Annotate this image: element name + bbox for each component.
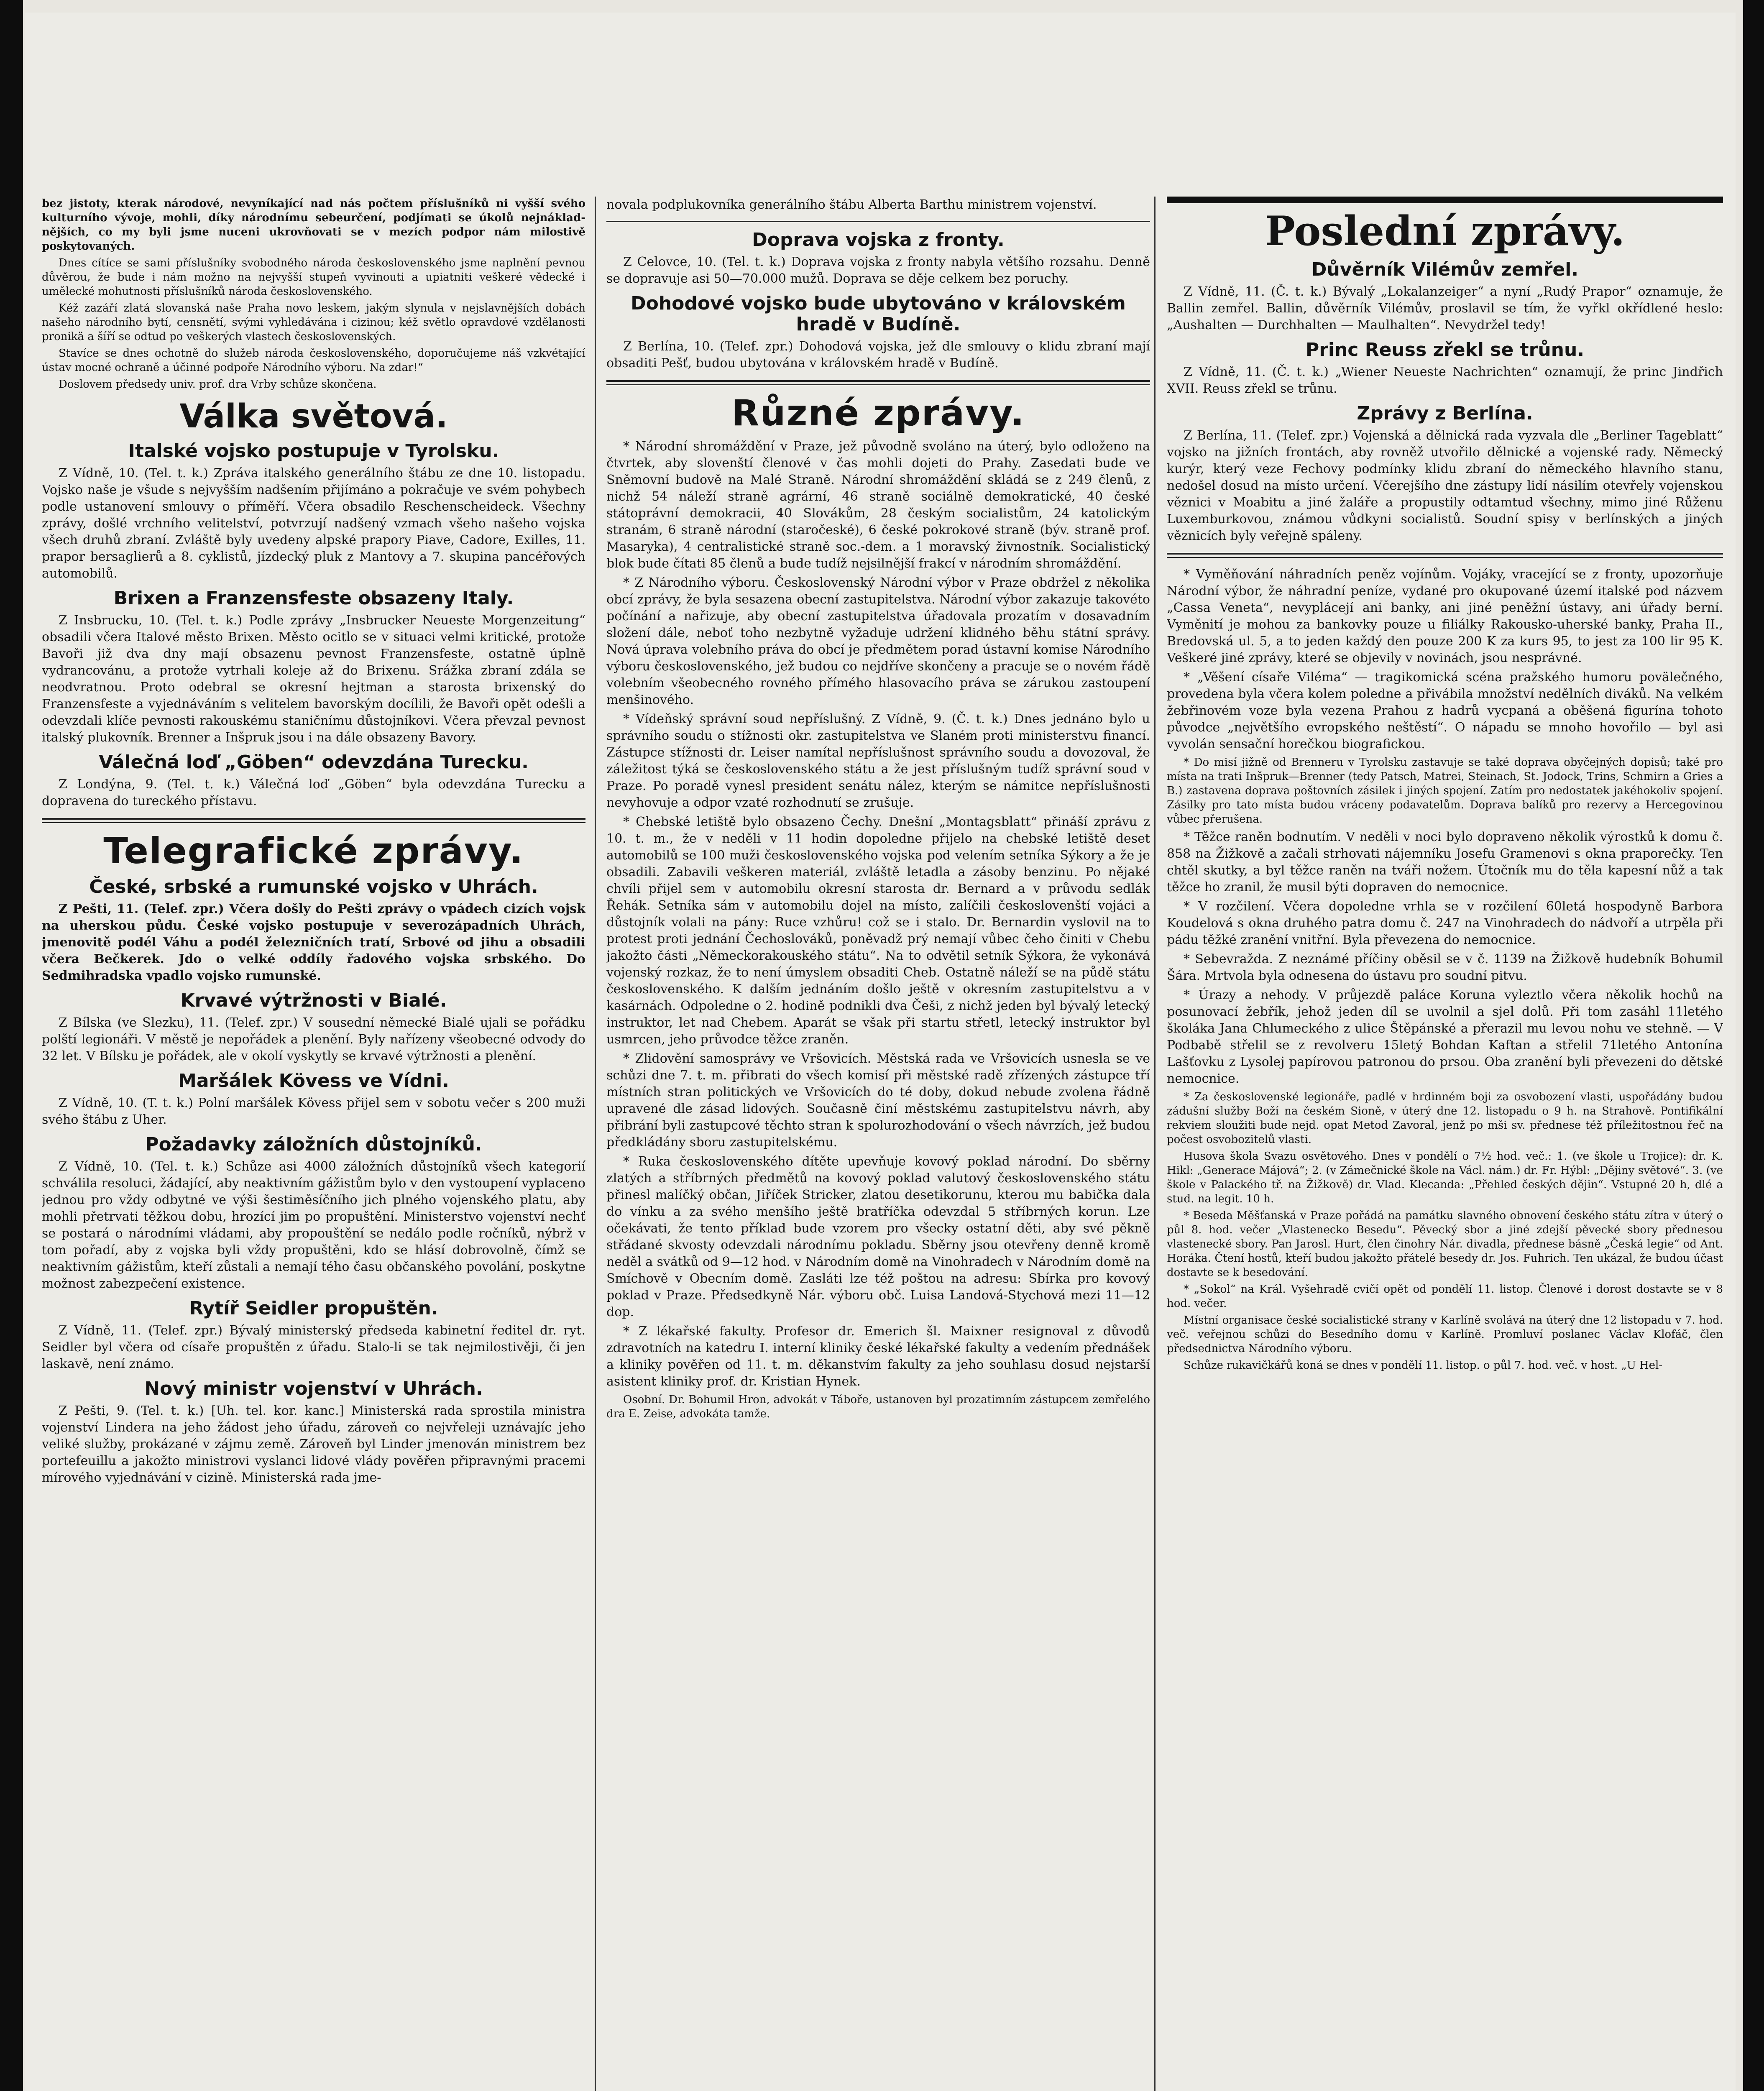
article-paragraph: Z Berlína, 11. (Telef. zpr.) Vojenská a dělnická rada vyzvala dle „Berliner Tageblatt“ vojsko na jižních frontách, aby rovněž utvořilo dělnické a vojenské rady. Německý kurýr, který veze Fechovy podmínky klidu zbraní do německého hlavního stanu, nedošel dosud na místo určení. Včerejšího dne zástupy lidí násilím otevřely vojenskou věznici v Moabitu a jiné žaláře a propustily odtamtud všechny, mimo jiné Růženu Luxemburkovou, známou vůdkyni socialistů. Soudní spisy v berlínských a jiných věznicích byly veřejně spáleny.: [1167, 428, 1723, 543]
section-heading-valka: Válka světová.: [179, 398, 448, 435]
headline: Zprávy z Berlína.: [1357, 402, 1533, 424]
article-paragraph: Z Vídně, 11. (Č. t. k.) „Wiener Neueste Nachrichten“ oznamují, že princ Jindřich XVII. Reuss zřekl se trůnu.: [1167, 364, 1723, 396]
headline: Brixen a Franzensfeste obsazeny Italy.: [113, 587, 514, 609]
article-paragraph: * Za československé legionáře, padlé v hrdinném boji za osvobození vlasti, uspořádány budou zádušní služby Boží na českém Sioně, v úterý dne 12. listopadu o 9 h. na Strahově. Pontifikální rekviem sloužiti bude nejd. opat Metod Zavoral, jenž po mši sv. přednese též příležitostnou řeč na počest osvobozitelů vlasti.: [1167, 1090, 1723, 1146]
headline: Důvěrník Vilémův zemřel.: [1311, 258, 1579, 280]
page-edge-left: [0, 0, 23, 2091]
article-paragraph: * Vyměňování náhradních peněz vojínům. Vojáky, vracející se z fronty, upozorňuje Národní výbor, že náhradní peníze, vydané pro okupované území italské pod názvem „Cassa Veneta“, nevyplácejí ani banky, ani jiné peněžní ústavy, ani úřady berní. Vyměnití je mohou za bankovky pouze u filiálky Rakousko-uherské banky, Praha II., Bredovská ul. 5, a to jeden každý den pouze 200 K za kurs 95, to jest za 100 lir 95 K. Veškeré jiné zprávy, které se objevily v novinách, jsou nesprávné.: [1167, 567, 1723, 665]
page-edge-right: [1743, 0, 1764, 2091]
article-paragraph: Z Vídně, 11. (Č. t. k.) Bývalý „Lokalanzeiger“ a nyní „Rudý Prapor“ oznamuje, že Ballin zemřel. Ballin, důvěrník Vilémův, proslavil se tím, že vyřkl okřídlené heslo: „Aushalten — Durchhalten — Maulhalten“. Nevydržel tedy!: [1167, 284, 1723, 332]
article-paragraph: * „Sokol“ na Král. Vyšehradě cvičí opět od pondělí 11. listop. Členové i dorost dostavte se v 8 hod. večer.: [1167, 1283, 1723, 1310]
section-heading-ruzne: Různé zprávy.: [731, 392, 1025, 434]
article-paragraph: * Vídeňský správní soud nepříslušný. Z Vídně, 9. (Č. t. k.) Dnes jednáno bylo u správního soudu o stížnosti okr. zastupitelstva ve Slaném proti ministerstvu financí. Zástupce stížnosti dr. Leiser namítal nepříslušnost správního soudu a dovozoval, že záležitost týká se československého státu a že jest příslušným tudíž správní soud v Praze. Po poradě vynesl president senátu nález, kterým se námitce nepříslušnosti nevyhovuje a odpor vzaté rozhodnutí se zrušuje.: [606, 711, 1150, 810]
headline: Požadavky záložních důstojníků.: [145, 1134, 482, 1155]
headline: Nový ministr vojenství v Uhrách.: [144, 1378, 483, 1400]
section-heading-posledni: Poslední zprávy.: [1265, 207, 1625, 255]
article-paragraph: Dnes cítíce se sami příslušníky svobodného národa československého jsme naplnění pevnou důvěrou, že bude i nám možno na nejvyšší stupeň vyvinouti a upiatniti veškeré vědecké i umělecké mohutnosti příslušníků národa československého.: [42, 257, 585, 298]
headline: Rytíř Seidler propuštěn.: [189, 1298, 438, 1319]
column-rule: [1154, 197, 1156, 2091]
column-2: [606, 197, 1150, 2091]
article-paragraph: * Úrazy a nehody. V průjezdě paláce Koruna vyleztlo včera několik hochů na posunovací žebřík, jehož jeden díl se uvolnil a sjel dolů. Při tom zasáhl 11letého školáka Jana Chlumeckého z ulice Štěpánské a přerazil mu levou nohu ve stehně. — V Podbabě střelil se z revolveru 15letý Bohdan Kaftan a střelil 71letého Antonína Lašťovku z Lysolej papírovou patronou do prsou. Oba zranění byli převezeni do dětské nemocnice.: [1167, 987, 1723, 1086]
article-paragraph: * Do misí jižně od Brenneru v Tyrolsku zastavuje se také doprava obyčejných dopisů; také pro místa na trati Inšpruk—Brenner (tedy Patsch, Matrei, Steinach, St. Jodock, Trins, Schmirn a Gries a B.) zastavena doprava poštovních zásilek i jiných spojení. Zatím pro nedostatek jakéhokoliv spojení. Zásilky pro tato místa budou vráceny podavatelům. Doprava balíků pro rezervy a Hercegovinou vůbec přerušena.: [1167, 756, 1723, 826]
article-paragraph: Z Londýna, 9. (Tel. t. k.) Válečná loď „Göben“ byla odevzdána Turecku a dopravena do tureckého přístavu.: [42, 777, 585, 808]
article-paragraph: Z Pešti, 9. (Tel. t. k.) [Uh. tel. kor. kanc.] Ministerská rada sprostila ministra vojenství Lindera na jeho žádost jeho úřadu, zároveň co nejvřeleji uznávajíc jeho veliké služby, prokázané v zájmu země. Zároveň byl Linder jmenován ministrem bez portefeuillu a jakožto ministrovi vyslanci lidové vlády pověřen připravnými pracemi mírového vyjednávání v cizině. Ministerská rada jme-: [42, 1403, 585, 1485]
article-paragraph: * Beseda Měšťanská v Praze pořádá na památku slavného obnovení českého státu zítra v úterý o půl 8. hod. večer „Vlastenecko Besedu“. Pěvecký sbor a jiné zdejší pěvecké sbory přednesou vlastenecké sbory. Pan Jarosl. Hurt, člen činohry Nár. divadla, přednese básně „Česká legie“ od Ant. Horáka. Čtení hostů, kteří budou jakožto přátelé besedy dr. Jos. Fuhrich. Ten ukázal, že budou účast dostavte se k besedování.: [1167, 1209, 1723, 1279]
article-paragraph: * „Věšení císaře Viléma“ — tragikomická scéna pražského humoru povälečného, provedena byla včera kolem poledne a přivábila množství nedělních diváků. Na velkém žebřinovém voze byla vezena Prahou z hadrů vycpaná a oběšená figurína tohoto původce „největšího evropského neštěstí“. O nápadu se mnoho hovořilo — byl asi vyvolán sensační horečkou biografickou.: [1167, 670, 1723, 752]
article-paragraph: Z Berlína, 10. (Telef. zpr.) Dohodová vojska, jež dle smlouvy o klidu zbraní mají obsaditi Pešť, budou ubytována v královském hradě v Budíně.: [606, 339, 1150, 371]
article-paragraph: Z Vídně, 11. (Telef. zpr.) Bývalý ministerský předseda kabinetní ředitel dr. ryt. Seidler byl včera od císaře propuštěn z úřadu. Stalo-li se tak nejmilostivěji, či jen laskavě, není známo.: [42, 1323, 585, 1372]
article-paragraph: Z Vídně, 10. (Tel. t. k.) Zpráva italského generálního štábu ze dne 10. listopadu. Vojsko naše je všude s nejvyšším nadšením přijímáno a pokračuje ve svém pohybech podle ustanovení smlouvy o příměří. Včera obsadilo Reschenscheideck. Všechny zprávy, došlé vrchního velitelství, potvrzují nadšený vzmach všeho našeho vojska všech druhů zbraní. Zvláště byly uvedeny alpské prapory Piave, Cadore, Exilles, 11. prapor bersaglierů a 8. cyklistů, jízdecký pluk z Mantovy a 7. skupina pancéřových automobilů.: [42, 465, 585, 581]
article-paragraph: * Z Národního výboru. Československý Národní výbor v Praze obdržel z několika obcí zprávy, že byla sesazena obecní zastupitelstva. Národní výbor zakazuje takovéto počínání a nařizuje, aby obecní zastupitelstva úřadovala prozatím v dosavadním složení dále, neboť toho nezbytně vyžaduje udržení klidného běhu státní správy. Nová úprava volebního práva do obcí je předmětem porad ústavní komise Národního výboru československého, jež budou co nejdříve skončeny a pracuje se o novém řádě volebním všeobecného rovného přímého hlasovacího práva se zárukou zastoupení menšinového.: [606, 575, 1150, 707]
separator: [1167, 553, 1723, 558]
headline: Válečná loď „Göben“ odevzdána Turecku.: [99, 751, 529, 773]
article-paragraph: * Sebevražda. Z neznámé příčiny oběsil se v č. 1139 na Žižkově hudebník Bohumil Šára. Mrtvola byla odnesena do ústavu pro soudní pitvu.: [1167, 951, 1723, 983]
article-paragraph: * Národní shromáždění v Praze, jež původně svoláno na úterý, bylo odloženo na čtvrtek, aby slovenští členové v čas mohli dojeti do Prahy. Zasedati bude ve Sněmovní budově na Malé Straně. Národní shromáždění skládá se z 249 členů, z nichž 54 náleží straně agrární, 46 straně sociálně demokratické, 40 české státoprávní demokracii, 40 Slovákům, 28 českým socialistům, 24 katolickým stranám, 6 straně národní (staročeské), 6 české pokrokové straně (býv. straně prof. Masaryka), 4 centralistické straně soc.-dem. a 1 moravský živnostník. Socialistický blok bude čítati 85 členů a bude tudíž nejsilnější frakcí v národním shromáždění.: [606, 439, 1150, 571]
column-3: [1167, 197, 1723, 2091]
article-paragraph: Doslovem předsedy univ. prof. dra Vrby schůze skončena.: [59, 378, 377, 391]
article-paragraph: Z Vídně, 10. (Tel. t. k.) Schůze asi 4000 záložních důstojníků všech kategorií schválila resoluci, žádající, aby neaktivním gážistům bylo v den vystoupení vyplaceno jednou pro vždy odbytné ve výši šestiměsíčního jich plného vojenského platu, aby mohli přetrvati těžkou dobu, hrozící jim po propuštění. Ministerstvo vojenství nechť se postará o národními vládami, aby propouštění se nedálo podle ročníků, nýbrž v tom pořadí, aby z vojska byli vždy propuštěni, kdo se hlásí dobrovolně, čímž se neaktivním gážistům, kteří zůstali a nemají tého času občanského povolání, poskytne možnost zabezpečení existence.: [42, 1159, 585, 1291]
article-paragraph: Místní organisace české socialistické strany v Karlíně svolává na úterý dne 12 listopadu v 7. hod. več. veřejnou schůzi do Besedního domu v Karlíně. Promluví poslanec Václav Klofáč, člen předsednictva Národního výboru.: [1167, 1314, 1723, 1355]
article-paragraph: * Těžce raněn bodnutím. V neděli v noci bylo dopraveno několik výrostků k domu č. 858 na Žižkově a začali strhovati nájemníku Josefu Gramenovi s okna praporečky. Ten chtěl skutky, a byl těžce raněn na tváři nožem. Útočník mu do těla kapesní nůž a tak těžce ho zranil, že musil býti dopraven do nemocnice.: [1167, 829, 1723, 895]
article-paragraph: * Ruka československého dítěte upevňuje kovový poklad národní. Do sběrny zlatých a stříbrných předmětů na kovový poklad valutový československého státu přinesl malíčký občan, Jiříček Stricker, zlatou desetikorunu, kterou mu babička dala do vínku a za svého menšího ještě bratříčka odevzdal 5 stříbrných korun. Lze očekávati, že tento příklad bude vzorem pro všecky ostatní děti, aby své pěkně střádané skvosty odevzdali národnímu pokladu. Sběrny jsou otevřeny denně kromě neděl a svátků od 9—12 hod. v Národním domě na Vinohradech v Národním domě na Smíchově v Obecním domě. Zasláti lze též poštou na adresu: Sbírka pro kovový poklad v Praze. Předsedkyně Nár. výboru obč. Luisa Landová-Stychová mezi 11—12 dop.: [606, 1154, 1150, 1319]
article-paragraph: Osobní. Dr. Bohumil Hron, advokát v Táboře, ustanoven byl prozatimním zástupcem zemřelého dra E. Zeise, advokáta tamže.: [606, 1393, 1150, 1420]
article-paragraph: Z Vídně, 10. (T. t. k.) Polní maršálek Kövess přijel sem v sobotu večer s 200 muži svého štábu z Uher.: [42, 1096, 585, 1127]
article-paragraph: bez jistoty, kterak národové, nevyníkající nad nás počtem příslušníků ni vyšší svého kulturního vývoje, mohli, díky národnímu sebeurčení, podjímati se úkolů nejnákladnějších, co my byli jsme nuceni ukrovňovati se v mezích podpor nám milostivě poskytovaných.: [42, 197, 585, 253]
headline: Princ Reuss zřekl se trůnu.: [1305, 339, 1585, 360]
article-paragraph: Z Insbrucku, 10. (Tel. t. k.) Podle zprávy „Insbrucker Neueste Morgenzeitung“ obsadili včera Italové město Brixen. Město ocitlo se v situaci velmi kritické, protože Bavoři již dva dny mají obsazenu pevnost Franzensfeste, ostatně úplně vydrancovánu, a protože vytrhali koleje až do Brixenu. Srážka zbraní zdála se neodvratnou. Proto odebral se okresní hejtman a starosta brixenský do Franzensfeste a vyjednáváním s velitelem bavorským docílili, že Bavoři opět odešli a odevzdali klíče pevnosti rakouskému staničnímu důstojníkovi. Včera převzal pevnost italský plukovník. Brenner a Inšpruk jsou i na dále obsazeny Bavory.: [42, 613, 585, 745]
headline: Dohodové vojsko bude ubytováno v královském hradě v Budíně.: [631, 293, 1126, 335]
separator: [42, 818, 585, 823]
column-rule: [595, 197, 596, 2091]
separator: [606, 380, 1150, 385]
headline: Doprava vojska z fronty.: [752, 229, 1005, 251]
headline: České, srbské a rumunské vojsko v Uhrách.: [89, 876, 538, 898]
headline: Italské vojsko postupuje v Tyrolsku.: [128, 440, 499, 462]
article-paragraph: Z Bílska (ve Slezku), 11. (Telef. zpr.) V sousední německé Bialé ujali se pořádku polští legionáři. V městě je nepořádek a plenění. Byly nařízeny všeobecné odvody do 32 let. V Bílsku je pořádek, ale v okolí vyskytly se krvavé výtržnosti a plenění.: [42, 1015, 585, 1064]
article-paragraph: * Chebské letiště bylo obsazeno Čechy. Dnešní „Montagsblatt“ přináší zprávu z 10. t. m., že v neděli v 11 hodin dopoledne přijelo na chebské letiště deset automobilů se 100 muži československého vojska pod velením setníka Sýkory a že je obsadili. Zabavili veškeren materiál, zvláště letadla a zásoby benzinu. Po nějaké chvíli přijel sem v automobilu okresní starosta dr. Bernard a v průvodu sedlák Řehák. Setníka sám v automobilu dojel na místo, zalíčili českoslovenští vojáci a důstojník volali na pány: Ruce vzhůru! což se i stalo. Dr. Bernardin vyslovil na to protest proti jednání Čechoslováků, poněvadž prý nemají vůbec čeho činiti v Chebu jakožto části „Německorakouského státu“. Na to odvětil setník Sýkora, že vykonává vojenský rozkaz, že to není úmyslem obsaditi Cheb. Ostatně náleží se na půdě státu československého. K dalším jednáním došlo ještě v okresním zastupitelstvu a v kasárnách. Odpoledne o 2. hodině podnikli dva Češi, z nichž jeden byl bývalý letecký instruktor, let nad Chebem. Aparát se však při startu střetl, letecký instruktor byl usmrcen, jeho průvodce těžce zraněn.: [606, 814, 1150, 1047]
article-paragraph: Z Pešti, 11. (Telef. zpr.) Včera došly do Pešti zprávy o vpádech cizích vojsk na uherskou půdu. České vojsko postupuje v severozápadních Uhrách, jmenovitě podél Váhu a podél železničních tratí, Srbové od jihu a obsadili včera Bečkerek. Jdo o velké oddíly řadového vojska srbského. Do Sedmihradska vpadlo vojsko rumunské.: [42, 902, 585, 984]
latest-news-masthead: [1167, 197, 1723, 253]
article-paragraph: * Z lékařské fakulty. Profesor dr. Emerich šl. Maixner resignoval z důvodů zdravotních na katedru I. interní kliniky české lékařské fakulty a vedením přednášek a kliniky pověřen od 11. t. m. děkanstvím fakulty za jeho souhlasu dosud nejstarší asistent kliniky prof. dr. Kristian Hynek.: [606, 1324, 1150, 1389]
column-1: [42, 197, 585, 2091]
article-paragraph: Stavíce se dnes ochotně do služeb národa československého, doporučujeme náš vzkvétající ústav mocné ochraně a účinné podpoře Národního výboru. Na zdar!“: [42, 347, 585, 374]
article-paragraph: Z Celovce, 10. (Tel. t. k.) Doprava vojska z fronty nabyla většího rozsahu. Denně se dopravuje asi 50—70.000 mužů. Doprava se děje celkem bez poruchy.: [606, 255, 1150, 286]
article-paragraph: Husova škola Svazu osvětového. Dnes v pondělí o 7½ hod. več.: 1. (ve škole u Trojice): dr. K. Hikl: „Generace Májová“; 2. (v Zámečnické škole na Václ. nám.) dr. Fr. Hýbl: „Dějiny světové“. 3. (ve škole v Palackého tř. na Žižkově) dr. Vlad. Klecanda: „Přehled českých dějin“. Vstupné 20 h, dlé a stud. na legit. 10 h.: [1167, 1150, 1723, 1205]
article-paragraph: * Zlidovění samosprávy ve Vršovicích. Městská rada ve Vršovicích usnesla se ve schůzi dne 7. t. m. přibrati do všech komisí při městské radě zřízených zástupce tří místních stran politických ve Vršovicích do té doby, dokud nebude zvolena řádně upravené dle zásad lidových. Současně činí městskému zastupitelstvu návrh, aby přibrání byli zastupcové těchto stran k spolurozhodování o všech návrzích, jež budou předkládány sboru zastupitelskému.: [606, 1051, 1150, 1150]
separator: [606, 221, 1150, 222]
headline: Krvavé výtržnosti v Bialé.: [180, 990, 447, 1012]
article-paragraph: Kéž zazáří zlatá slovanská naše Praha novo leskem, jakým slynula v nejslavnějších dobách našeho národního bytí, censnětí, svými vyhledávána i cizinou; kéž světlo opravdové vzdělanosti pronikä a šíří se odtud po veškerých vlastech československých.: [42, 302, 585, 343]
article-paragraph: Schůze rukavičkářů koná se dnes v pondělí 11. listop. o půl 7. hod. več. v host. „U Hel-: [1184, 1359, 1663, 1372]
headline: Maršálek Kövess ve Vídni.: [178, 1070, 449, 1092]
section-heading-telegraficke: Telegrafické zprávy.: [103, 830, 524, 872]
article-paragraph: * V rozčilení. Včera dopoledne vrhla se v rozčilení 60letá hospodyně Barbora Koudelová s okna druhého patra domu č. 247 na Vinohradech do nádvoří a utrpěla při pádu těžké zranění vnitřní. Byla převezena do nemocnice.: [1167, 899, 1723, 947]
article-paragraph: novala podplukovníka generálního štábu Alberta Barthu ministrem vojenství.: [606, 197, 1097, 212]
